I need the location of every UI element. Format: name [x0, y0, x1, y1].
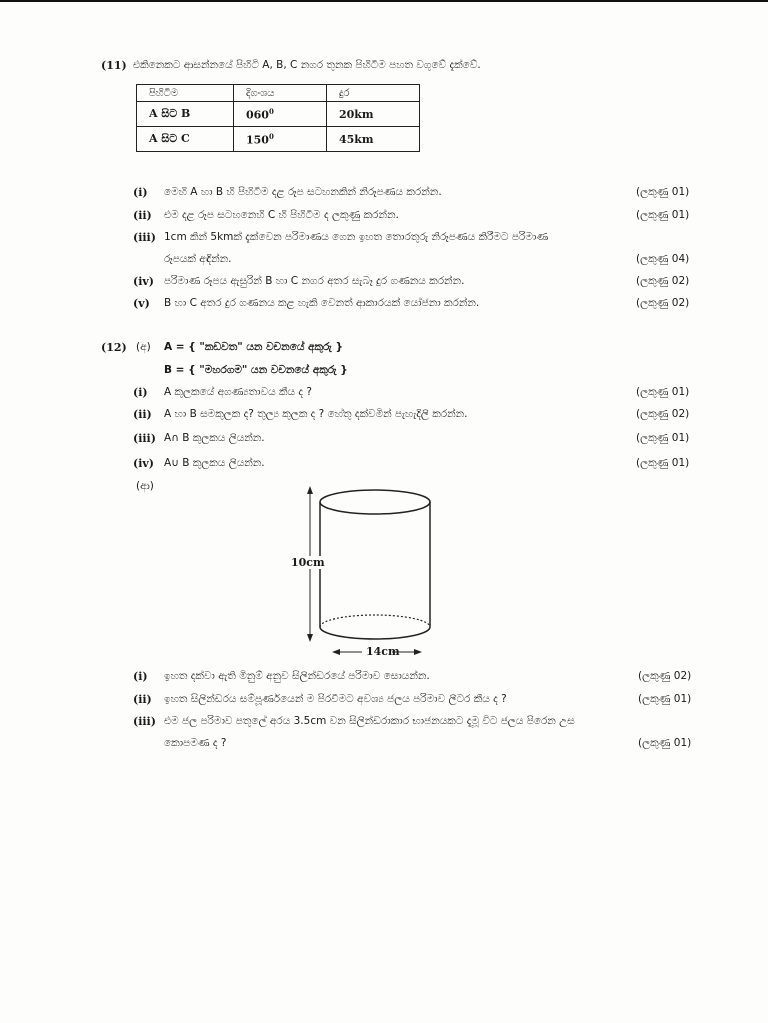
part-marks: (ලකුණු 02): [638, 670, 692, 682]
part-label: (iii): [133, 432, 156, 445]
table-cell: A සිට B: [137, 102, 234, 127]
part-label: (i): [133, 386, 148, 399]
cylinder-bottom-front: [320, 627, 430, 639]
table-row: [137, 102, 420, 127]
degree-sign: 0: [268, 106, 274, 116]
part-marks: (ලකුණු 01): [636, 432, 690, 444]
set-b-definition: B = { "මහරගම" යන වචනයේ අකුරු }: [164, 364, 348, 376]
q11-table: [136, 84, 420, 152]
part-marks: (ලකුණු 02): [636, 275, 690, 287]
height-arrow-top-head: [307, 486, 313, 494]
table-row: [137, 127, 420, 152]
part-text: A∪ B කුලකය ලියන්න.: [164, 457, 265, 469]
part-marks: (ලකුණු 01): [638, 693, 692, 705]
part-label: (ii): [133, 408, 152, 421]
height-label: 10cm: [291, 556, 325, 569]
table-header-row: [137, 85, 420, 102]
table-cell: [234, 102, 327, 127]
part-text: 1cm කින් 5kmක් දැක්වෙන පරිමාණය ගෙන ඉහත තොරතුරු නිරූපණය කිරීමට පරිමාණ: [164, 231, 549, 243]
part-label: (i): [133, 670, 148, 683]
part-text: එම ජල පරිමාව පතුලේ අරය 3.5cm වන සිලින්ඩරාකාර භාජනයකට දැමූ විට ජලය පිරෙන උස: [164, 715, 575, 727]
table-cell: 45km: [327, 127, 420, 152]
page-top-edge: [0, 0, 768, 6]
part-label: (ii): [133, 209, 152, 222]
part-text: ඉහත දක්වා ඇති මිනුම් අනුව සිලින්ඩරයේ පරිමාව සොයන්න.: [164, 670, 430, 682]
cylinder-diagram: [290, 482, 450, 662]
part-marks: (ලකුණු 04): [636, 253, 690, 265]
part-text: ඉහත සිලින්ඩරය සම්පූර්ණයෙන් ම පිරවීමට අවශ්‍ය ජලය පරිමාව ලීටර කීය ද ?: [164, 693, 507, 705]
q11-number: (11): [101, 59, 127, 72]
part-marks: (ලකුණු 01): [636, 209, 690, 221]
part-label: (iii): [133, 231, 156, 244]
width-arrow-right-head: [414, 649, 422, 655]
part-a-label: (අ): [136, 341, 151, 353]
part-label: (iv): [133, 275, 154, 288]
height-arrow-bottom-head: [307, 634, 313, 642]
part-text: එම දළ රූප සටහනෙහි C හි පිහිටීම ද ලකුණු කරන්න.: [164, 209, 399, 221]
part-label: (v): [133, 297, 150, 310]
part-marks: (ලකුණු 01): [636, 186, 690, 198]
part-label: (iv): [133, 457, 154, 470]
table-cell: [234, 127, 327, 152]
width-arrow-left-head: [332, 649, 340, 655]
part-text: මෙහි A හා B හි පිහිටීම දළ රූප සටහනකින් නිරූපණය කරන්න.: [164, 186, 442, 198]
table-cell: A සිට C: [137, 127, 234, 152]
part-marks: (ලකුණු 02): [636, 408, 690, 420]
part-marks: (ලකුණු 02): [636, 297, 690, 309]
part-marks: (ලකුණු 01): [636, 457, 690, 469]
part-marks: (ලකුණු 01): [638, 737, 692, 749]
part-text: A∩ B කුලකය ලියන්න.: [164, 432, 265, 444]
bearing-value: 150: [246, 133, 269, 147]
part-text-continued: කොපමණ ද ?: [164, 737, 227, 749]
part-label: (iii): [133, 715, 156, 728]
table-cell: 20km: [327, 102, 420, 127]
q11-intro: එකිනෙකට ආසන්නයේ පිහිටි A, B, C නගර තුනක පිහිටීම පහත වගුවේ දැක්වේ.: [133, 59, 481, 71]
part-text: පරිමාණ රූපය ඇසුරින් B හා C නගර අතර සැබෑ දුර ගණනය කරන්න.: [164, 275, 465, 287]
part-text: B හා C අතර දුර ගණනය කළ හැකි වෙනත් ආකාරයක් යෝජනා කරන්න.: [164, 297, 480, 309]
part-marks: (ලකුණු 01): [636, 386, 690, 398]
width-label: 14cm: [366, 645, 400, 658]
part-b-label: (ආ): [136, 480, 154, 492]
table-header: පිහිටීම: [137, 85, 234, 102]
bearing-value: 060: [246, 108, 269, 122]
cylinder-top-ellipse: [320, 490, 430, 514]
part-text: A කුලකයේ අගණ්‍යතාවය කීය ද ?: [164, 386, 313, 398]
set-a-definition: A = { "කඩවත" යන වචනයේ අකුරු }: [164, 341, 343, 353]
q12-number: (12): [101, 341, 127, 354]
degree-sign: 0: [268, 131, 274, 141]
cylinder-bottom-back: [320, 615, 430, 627]
part-text: A හා B සමකුලක ද? තුල්‍ය කුලක ද ? හේතු දක්වමින් පැහැදිලි කරන්න.: [164, 408, 468, 420]
part-text-continued: රූපයක් අඳින්න.: [164, 253, 232, 265]
part-label: (ii): [133, 693, 152, 706]
table-header: දිගංශය: [234, 85, 327, 102]
part-label: (i): [133, 186, 148, 199]
table-header: දුර: [327, 85, 420, 102]
